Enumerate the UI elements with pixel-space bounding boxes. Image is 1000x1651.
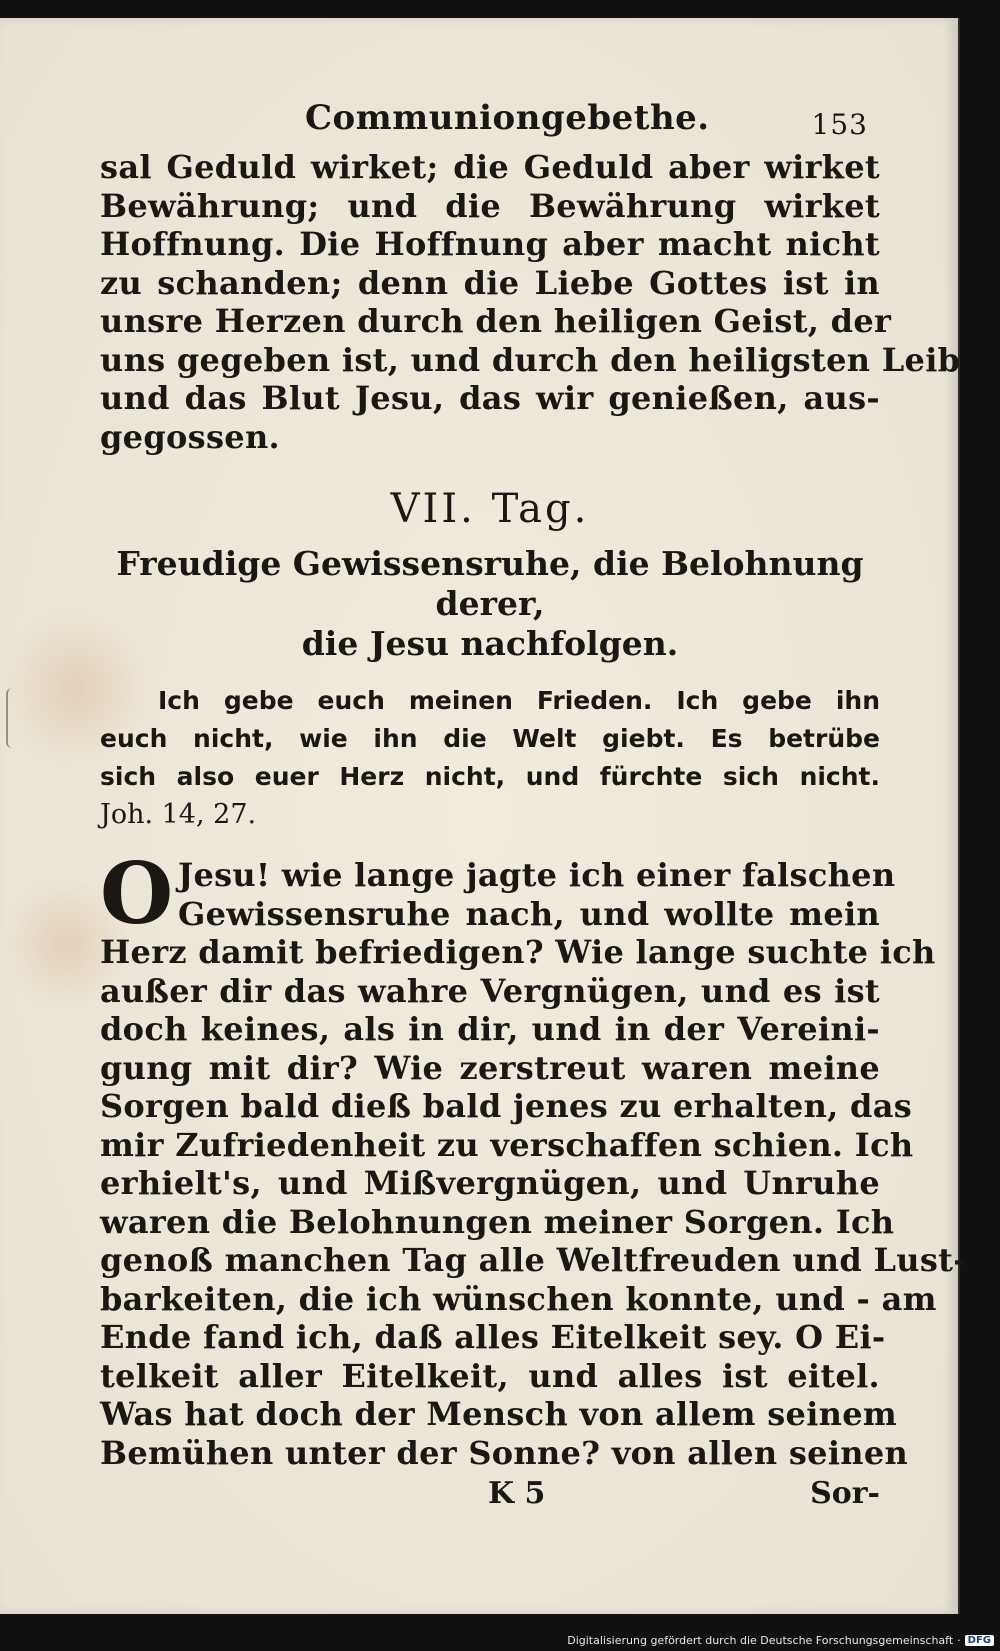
book-page <box>0 18 967 1614</box>
text-line: gegossen. <box>100 417 280 456</box>
scripture-reference: Joh. 14, 27. <box>100 799 257 830</box>
text-line: doch keines, als in dir, und in der Vereini- <box>100 1010 880 1048</box>
page-number: 153 <box>811 108 868 141</box>
text-line: unsre Herzen durch den heiligen Geist, der <box>100 302 892 340</box>
text-line: waren die Belohnungen meiner Sorgen. Ich <box>100 1202 895 1241</box>
text-line: barkeiten, die ich wünschen konnte, und - am <box>100 1279 937 1318</box>
motto-line: euch nicht, wie ihn die Welt giebt. Es betrübe <box>100 724 880 753</box>
motto-line: sich also euer Herz nicht, und fürchte sich nicht. <box>100 762 880 791</box>
text-line: außer dir das wahre Vergnügen, und es ist <box>100 971 880 1010</box>
text-line: sal Geduld wirket; die Geduld aber wirket <box>100 148 880 186</box>
text-line: Bemühen unter der Sonne? von allen seinen <box>100 1433 909 1472</box>
text-line: Herz damit befriedigen? Wie lange suchte ich <box>100 933 936 971</box>
text-line: Ende fand ich, daß alles Eitelkeit sey. O Ei- <box>100 1318 886 1356</box>
section-title: VII. Tag. <box>390 486 590 532</box>
catchword: Sor- <box>810 1476 880 1511</box>
text-line: Jesu! wie lange jagte ich einer falschen <box>178 856 896 894</box>
subtitle-line: die Jesu nachfolgen. <box>301 624 679 663</box>
text-line: genoß manchen Tag alle Weltfreuden und Lust- <box>100 1241 967 1279</box>
credit-separator: · <box>957 1634 961 1647</box>
text-line: und das Blut Jesu, das wir genießen, aus- <box>100 379 880 417</box>
dfg-logo: DFG <box>965 1635 994 1646</box>
text-line: zu schanden; denn die Liebe Gottes ist in <box>100 263 880 302</box>
signature-mark: K 5 <box>488 1476 546 1511</box>
motto-line: Ich gebe euch meinen Frieden. Ich gebe ihn <box>158 686 880 715</box>
drop-cap: O <box>100 844 174 943</box>
text-line: uns gegeben ist, und durch den heiligsten Leib <box>100 340 961 379</box>
page-content <box>100 88 967 1522</box>
text-line: Hoffnung. Die Hoffnung aber macht nicht <box>100 225 880 263</box>
text-line: erhielt's, und Mißvergnügen, und Unruhe <box>100 1164 880 1202</box>
prayer-paragraph <box>100 844 967 1472</box>
text-line: gung mit dir? Wie zerstreut waren meine <box>100 1048 880 1087</box>
scripture-motto <box>100 682 880 834</box>
paragraph-continued <box>100 148 961 456</box>
text-line: Bewährung; und die Bewährung wirket <box>100 186 880 225</box>
digitization-credit <box>567 1634 994 1647</box>
running-head <box>100 88 880 148</box>
text-line: Sorgen bald dieß bald jenes zu erhalten, das <box>100 1087 913 1125</box>
text-line: mir Zufriedenheit zu verschaffen schien. Ich <box>100 1125 914 1164</box>
running-title: Communiongebethe. <box>305 98 710 138</box>
text-line: telkeit aller Eitelkeit, und alles ist eitel. <box>100 1356 880 1395</box>
text-line: Gewissensruhe nach, und wollte mein <box>178 894 880 933</box>
prayer-text <box>100 844 967 1472</box>
section-subtitle <box>100 544 880 664</box>
text-line: Was hat doch der Mensch von allem seinem <box>100 1395 898 1433</box>
subtitle-line: Freudige Gewissensruhe, die Belohnung derer, <box>116 544 864 623</box>
page-edge-tear <box>6 688 16 748</box>
page-footer <box>100 1476 880 1522</box>
credit-text: Digitalisierung gefördert durch die Deutsche Forschungsgemeinschaft <box>567 1634 954 1647</box>
